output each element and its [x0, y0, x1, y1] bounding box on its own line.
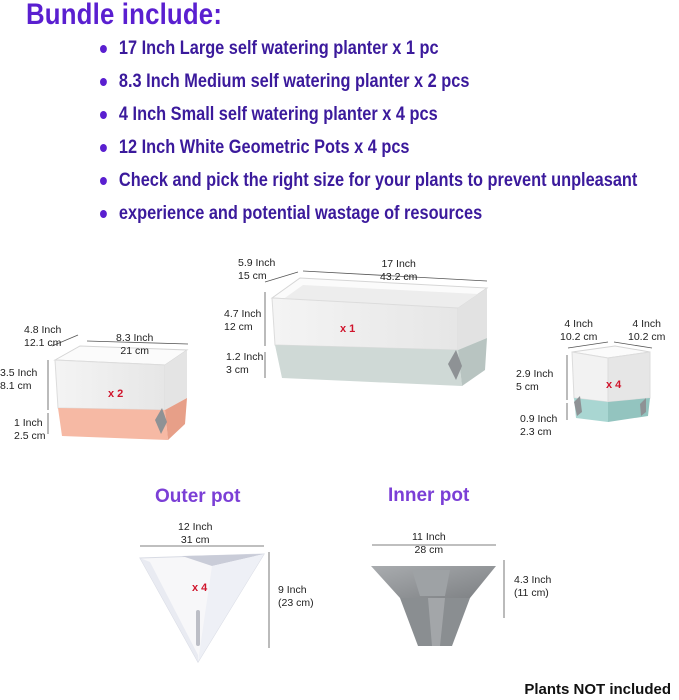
outer-width-cm: 31 cm	[180, 534, 210, 546]
bundle-item: 8.3 Inch Medium self watering planter x 2 pcs	[100, 65, 637, 98]
medium-height-label	[0, 367, 37, 393]
large-length-inch: 17 Inch	[381, 258, 416, 270]
medium-base-label	[14, 417, 46, 443]
small-qty: x 4	[606, 379, 622, 391]
small-base-inch: 0.9 Inch	[520, 413, 558, 425]
bundle-item: 4 Inch Small self watering planter x 4 pcs	[100, 98, 637, 131]
bundle-item: Check and pick the right size for your plants to prevent unpleasant	[100, 164, 637, 197]
medium-length-inch: 8.3 Inch	[116, 332, 154, 344]
inner-height-cm: (11 cm)	[514, 587, 549, 599]
inner-height-inch: 4.3 Inch	[514, 574, 552, 586]
small-height-label	[516, 368, 553, 394]
large-qty: x 1	[340, 323, 356, 335]
outer-pot-title: Outer pot	[155, 486, 241, 507]
outer-height-inch: 9 Inch	[278, 584, 307, 596]
large-height-label	[224, 308, 261, 334]
small-base-cm: 2.3 cm	[520, 426, 552, 438]
medium-height-inch: 3.5 Inch	[0, 367, 38, 379]
large-planter-image	[272, 278, 487, 386]
outer-pot-image	[140, 554, 264, 662]
medium-base-inch: 1 Inch	[14, 417, 43, 429]
bundle-item: 17 Inch Large self watering planter x 1 pc	[100, 32, 637, 65]
medium-depth-cm: 12.1 cm	[24, 337, 62, 349]
medium-base-cm: 2.5 cm	[14, 430, 46, 442]
large-depth-cm: 15 cm	[238, 270, 267, 282]
large-depth-inch: 5.9 Inch	[238, 257, 276, 269]
bundle-item-continued-text: experience and potential wastage of resources	[118, 203, 483, 224]
small-depth-cm: 10.2 cm	[560, 331, 598, 343]
small-height-cm: 5 cm	[516, 381, 539, 393]
large-height-inch: 4.7 Inch	[224, 308, 262, 320]
bundle-title: Bundle include:	[26, 0, 223, 31]
medium-depth-inch: 4.8 Inch	[24, 324, 62, 336]
large-base-cm: 3 cm	[226, 364, 249, 376]
inner-width-label	[412, 531, 446, 557]
large-depth-label	[238, 257, 275, 283]
medium-height-cm: 8.1 cm	[0, 380, 32, 392]
small-width-inch: 4 Inch	[632, 318, 661, 330]
inner-pot-title: Inner pot	[388, 485, 470, 506]
outer-height-cm: (23 cm)	[278, 597, 314, 609]
medium-depth-label	[24, 324, 61, 350]
outer-height-label	[278, 584, 314, 610]
inner-height-label	[514, 574, 551, 600]
large-base-inch: 1.2 Inch	[226, 351, 264, 363]
large-length-cm: 43.2 cm	[380, 271, 418, 283]
inner-width-cm: 28 cm	[414, 544, 444, 556]
bundle-item: 12 Inch White Geometric Pots x 4 pcs	[100, 131, 637, 164]
large-length-label	[380, 258, 417, 284]
small-depth-inch: 4 Inch	[564, 318, 593, 330]
small-width-label	[628, 318, 665, 344]
inner-pot-image	[371, 566, 496, 646]
medium-length-cm: 21 cm	[120, 345, 149, 357]
small-base-label	[520, 413, 557, 439]
medium-qty: x 2	[108, 388, 124, 400]
outer-qty: x 4	[192, 582, 208, 594]
inner-width-inch: 11 Inch	[412, 531, 446, 543]
medium-length-label	[116, 332, 153, 358]
large-base-label	[226, 351, 263, 377]
large-height-cm: 12 cm	[224, 321, 253, 333]
outer-width-label	[178, 521, 212, 547]
small-height-inch: 2.9 Inch	[516, 368, 554, 380]
outer-width-inch: 12 Inch	[178, 521, 213, 533]
small-depth-label	[560, 318, 597, 344]
plants-not-included-note: Plants NOT included	[524, 681, 671, 698]
small-width-cm: 10.2 cm	[628, 331, 666, 343]
